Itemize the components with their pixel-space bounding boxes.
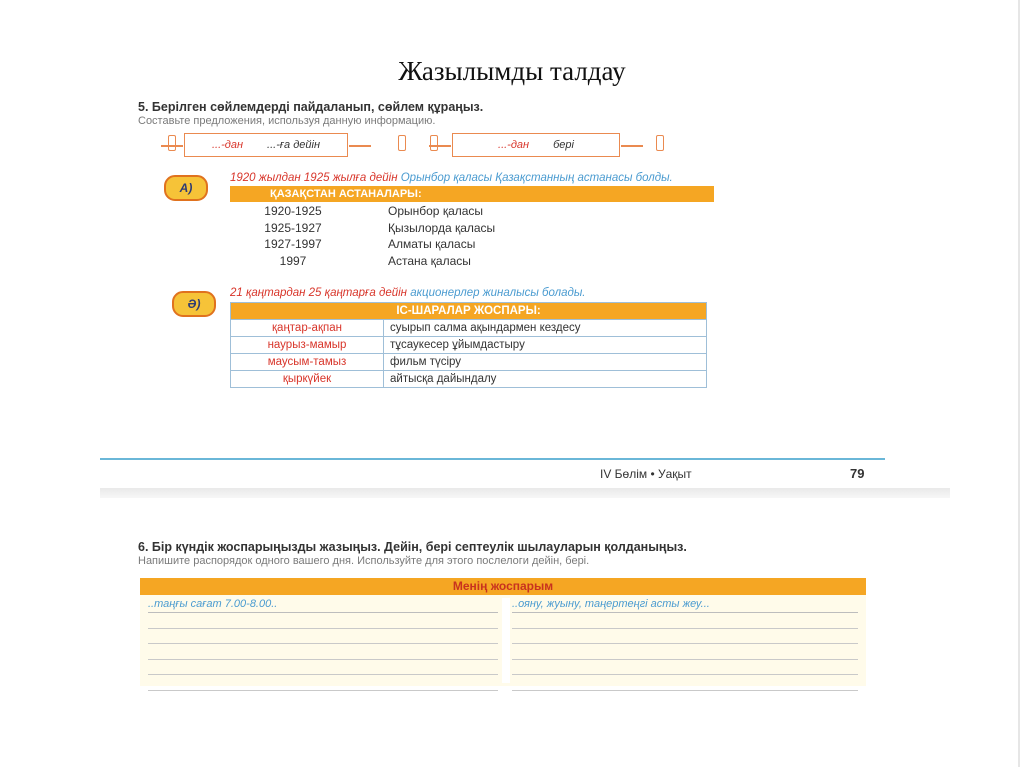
capitals-table-header: ҚАЗАҚСТАН АСТАНАЛАРЫ: [230,186,714,202]
table-cell-months: маусым-тамыз [231,354,384,371]
suffix-box-dan-beri [452,133,620,157]
footer-section-label: IV Бөлім • Уақыт [600,467,692,481]
section-ae-sentence-rest: акционерлер жиналысы болады. [407,287,586,299]
suffix-dan: ...-дан [211,139,244,151]
table-row [231,320,707,337]
capitals-table [238,203,495,269]
section-a-sentence-rest: Орынбор қаласы Қазақстанның астанасы болды. [397,172,673,184]
section-ae-sentence [230,287,586,299]
writing-line [512,644,858,660]
task6-subheading: Напишите распорядок одного вашего дня. Используйте для этого послелоги дейін, бері. [138,555,590,567]
table-cell-years: 1997 [279,253,307,268]
textbook-page-upper [138,100,898,460]
writing-line [148,675,498,691]
section-ae-sentence-highlight: 21 қаңтардан 25 қаңтарға дейін [230,287,408,299]
ornament-icon [398,135,406,151]
writing-line [512,660,858,676]
plan-column-right-example: ..оянy, жуыну, таңертеңгі асты жеу... [512,598,858,613]
section-a-label: А) [164,175,208,201]
writing-line [512,629,858,645]
table-cell-months: наурыз-мамыр [231,337,384,354]
writing-line [512,613,858,629]
table-cell-city: Алматы қаласы [388,237,476,252]
table-cell-years: 1920-1925 [264,204,322,219]
writing-line [148,629,498,645]
plan-column-right [512,598,858,691]
writing-line [148,613,498,629]
table-cell-activity: фильм түсіру [384,354,707,371]
section-a-sentence [230,172,673,184]
ornament-icon [168,135,176,151]
plan-column-divider [502,598,510,683]
table-cell-months: қыркүйек [231,371,384,388]
table-cell-activity: суырып салма ақындармен кездесу [384,320,707,337]
page-footer-rule [100,458,885,460]
suffix-box-dan-gha-deiin [184,133,348,157]
table-row [238,253,495,270]
slide-title: Жазылымды талдау [398,56,626,86]
suffix-dan-2: ...-дан [498,139,530,151]
postposition-beri: бері [553,139,574,151]
page-separator [100,488,950,498]
task5-heading: 5. Берілген сөйлемдерді пайдаланып, сөйлем құраңыз. [138,100,484,114]
table-cell-city: Орынбор қаласы [388,204,484,219]
plan-column-left [148,598,498,691]
table-row [238,220,495,237]
table-row [231,371,707,388]
table-row [231,337,707,354]
ornament-icon [430,135,438,151]
table-row [238,203,495,220]
ornament-icon [656,135,664,151]
table-cell-activity: айтысқа дайындалу [384,371,707,388]
section-ae-label: Ә) [172,291,216,317]
page-number: 79 [850,466,865,481]
table-cell-years: 1925-1927 [264,220,322,235]
textbook-page-lower [138,540,898,690]
plan-column-left-example: ..таңғы сағат 7.00-8.00.. [148,598,498,613]
slide-edge [1018,0,1020,767]
task5-subheading: Составьте предложения, используя данную информацию. [138,115,436,127]
table-row [231,354,707,371]
writing-line [148,660,498,676]
table-cell-months: қаңтар-ақпан [231,320,384,337]
table-row [238,236,495,253]
writing-line [512,675,858,691]
my-plan-box [140,578,866,686]
task6-heading: 6. Бір күндік жоспарыңызды жазыңыз. Дейін, бері септеулік шылауларын қолданыңыз. [138,540,687,554]
table-cell-city: Астана қаласы [388,253,471,268]
table-cell-years: 1927-1997 [264,237,322,252]
events-plan-table [230,302,707,388]
events-table-header: ІС-ШАРАЛАР ЖОСПАРЫ: [231,303,707,320]
suffix-gha-deiin: ...-ға дейін [267,139,321,151]
table-cell-activity: тұсаукесер ұйымдастыру [384,337,707,354]
my-plan-title: Менің жоспарым [140,578,866,595]
section-a-sentence-highlight: 1920 жылдан 1925 жылға дейін [230,172,398,184]
writing-line [148,644,498,660]
table-cell-city: Қызылорда қаласы [388,220,496,235]
